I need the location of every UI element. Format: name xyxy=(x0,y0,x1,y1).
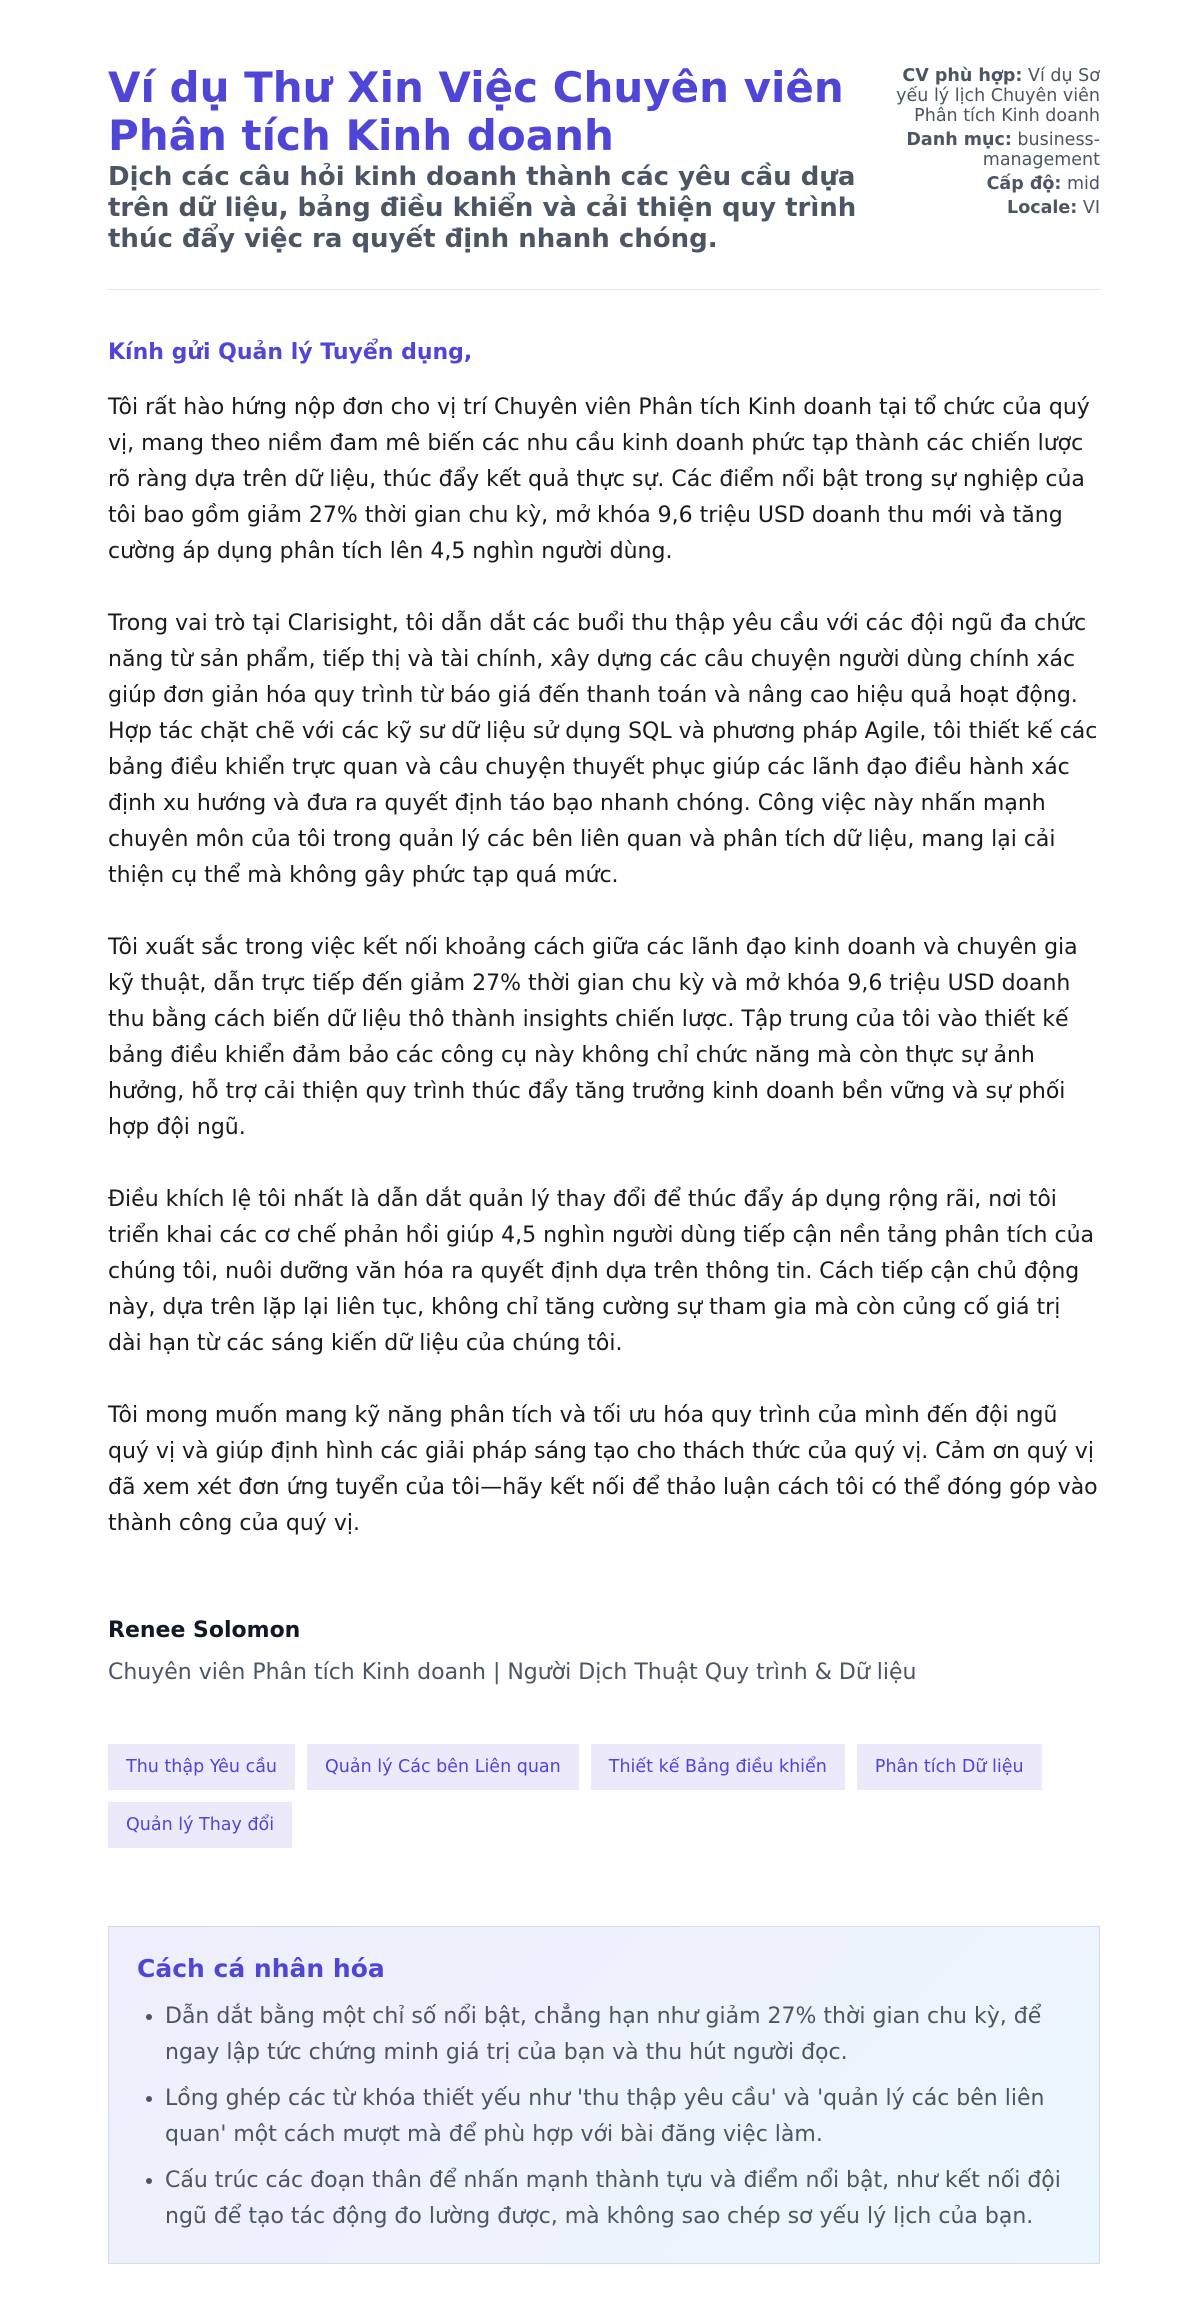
signature-title: Chuyên viên Phân tích Kinh doanh | Người Dịch Thuật Quy trình & Dữ liệu xyxy=(108,1660,917,1685)
page-title: Ví dụ Thư Xin Việc Chuyên viên Phân tích Kinh doanh xyxy=(108,63,844,160)
meta-value: business-management xyxy=(982,130,1100,170)
tip-item: • Lồng ghép các từ khóa thiết yếu như 'thu thập yêu cầu' và 'quản lý các bên liên quan' một cách mượt mà để phù hợp với bài đăng việc làm. xyxy=(165,2081,1071,2153)
meta-locale xyxy=(890,198,1100,218)
meta-value: VI xyxy=(1082,198,1100,218)
meta-panel xyxy=(890,66,1100,222)
letter-body xyxy=(108,338,1100,1542)
tips-list xyxy=(137,1999,1071,2235)
page-header xyxy=(108,64,1100,290)
skill-tag: Quản lý Thay đổi xyxy=(108,1802,292,1848)
tip-item: • Cấu trúc các đoạn thân để nhấn mạnh thành tựu và điểm nổi bật, như kết nối đội ngũ để tạo tác động đo lường được, mà không sao chép sơ yếu lý lịch của bạn. xyxy=(165,2163,1071,2235)
page-subtitle: Dịch các câu hỏi kinh doanh thành các yêu cầu dựa trên dữ liệu, bảng điều khiển và cải thiện quy trình thúc đẩy việc ra quyết định nhanh chóng. xyxy=(108,162,857,254)
letter-paragraph: Tôi rất hào hứng nộp đơn cho vị trí Chuyên viên Phân tích Kinh doanh tại tổ chức của quý vị, mang theo niềm đam mê biến các nhu cầu kinh doanh phức tạp thành các chiến lược rõ ràng dựa trên dữ liệu, thúc đẩy kết quả thực sự. Các điểm nổi bật trong sự nghiệp của tôi bao gồm giảm 27% thời gian chu kỳ, mở khóa 9,6 triệu USD doanh thu mới và tăng cường áp dụng phân tích lên 4,5 nghìn người dùng. xyxy=(108,395,1090,564)
tips-title: Cách cá nhân hóa xyxy=(137,1954,385,1983)
skill-tag: Thu thập Yêu cầu xyxy=(108,1744,295,1790)
meta-value: mid xyxy=(1066,174,1100,194)
meta-label: Locale: xyxy=(1007,198,1078,218)
meta-level xyxy=(890,174,1100,194)
signature-block xyxy=(108,1616,1100,1688)
letter-paragraph: Điều khích lệ tôi nhất là dẫn dắt quản lý thay đổi để thúc đẩy áp dụng rộng rãi, nơi tôi triển khai các cơ chế phản hồi giúp 4,5 nghìn người dùng tiếp cận nền tảng phân tích của chúng tôi, nuôi dưỡng văn hóa ra quyết định dựa trên thông tin. Cách tiếp cận chủ động này, dựa trên lặp lại liên tục, không chỉ tăng cường sự tham gia mà còn củng cố giá trị dài hạn từ các sáng kiến dữ liệu của chúng tôi. xyxy=(108,1187,1095,1356)
header-title-block xyxy=(108,64,868,255)
letter-paragraph: Tôi xuất sắc trong việc kết nối khoảng cách giữa các lãnh đạo kinh doanh và chuyên gia kỹ thuật, dẫn trực tiếp đến giảm 27% thời gian chu kỳ và mở khóa 9,6 triệu USD doanh thu bằng cách biến dữ liệu thô thành insights chiến lược. Tập trung của tôi vào thiết kế bảng điều khiển đảm bảo các công cụ này không chỉ chức năng mà còn thực sự ảnh hưởng, hỗ trợ cải thiện quy trình thúc đẩy tăng trưởng kinh doanh bền vững và sự phối hợp đội ngũ. xyxy=(108,935,1078,1140)
letter-paragraph: Trong vai trò tại Clarisight, tôi dẫn dắt các buổi thu thập yêu cầu với các đội ngũ đa chức năng từ sản phẩm, tiếp thị và tài chính, xây dựng các câu chuyện người dùng chính xác giúp đơn giản hóa quy trình từ báo giá đến thanh toán và nâng cao hiệu quả hoạt động. Hợp tác chặt chẽ với các kỹ sư dữ liệu sử dụng SQL và phương pháp Agile, tôi thiết kế các bảng điều khiển trực quan và câu chuyện thuyết phục giúp các lãnh đạo điều hành xác định xu hướng và đưa ra quyết định táo bạo nhanh chóng. Công việc này nhấn mạnh chuyên môn của tôi trong quản lý các bên liên quan và phân tích dữ liệu, mang lại cải thiện cụ thể mà không gây phức tạp quá mức. xyxy=(108,611,1098,888)
meta-value: Ví dụ Sơ yếu lý lịch Chuyên viên Phân tích Kinh doanh xyxy=(896,66,1100,126)
letter-greeting: Kính gửi Quản lý Tuyển dụng, xyxy=(108,340,473,365)
meta-label: Cấp độ: xyxy=(986,174,1062,194)
cover-letter-page xyxy=(108,0,1100,2264)
skill-tags xyxy=(108,1744,1100,1848)
signature-name: Renee Solomon xyxy=(108,1618,301,1643)
tip-item: • Dẫn dắt bằng một chỉ số nổi bật, chẳng hạn như giảm 27% thời gian chu kỳ, để ngay lập tức chứng minh giá trị của bạn và thu hút người đọc. xyxy=(165,1999,1071,2071)
meta-label: CV phù hợp: xyxy=(902,66,1023,86)
skill-tag: Quản lý Các bên Liên quan xyxy=(307,1744,579,1790)
meta-label: Danh mục: xyxy=(906,130,1012,150)
letter-paragraph: Tôi mong muốn mang kỹ năng phân tích và tối ưu hóa quy trình của mình đến đội ngũ quý vị và giúp định hình các giải pháp sáng tạo cho thách thức của quý vị. Cảm ơn quý vị đã xem xét đơn ứng tuyển của tôi—hãy kết nối để thảo luận cách tôi có thể đóng góp vào thành công của quý vị. xyxy=(108,1403,1098,1536)
meta-matching-cv xyxy=(890,66,1100,126)
meta-category xyxy=(890,130,1100,170)
skill-tag: Thiết kế Bảng điều khiển xyxy=(591,1744,845,1790)
personalization-tips-box xyxy=(108,1926,1100,2264)
skill-tag: Phân tích Dữ liệu xyxy=(857,1744,1042,1790)
